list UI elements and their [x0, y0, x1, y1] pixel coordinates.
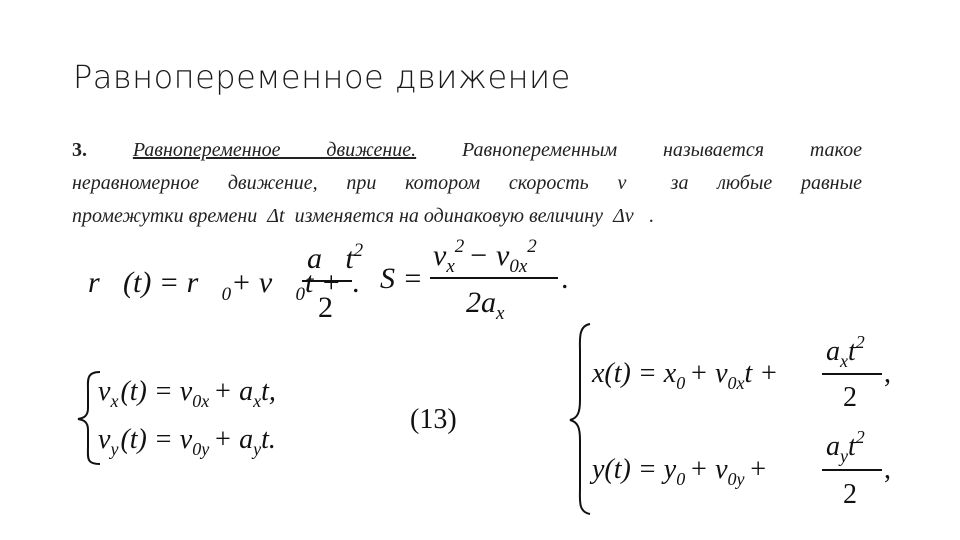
- svg-text:vy(t) = v0y+ ayt.: $v_y(t) = v_{0y} + a_yt$.: [98, 424, 276, 459]
- svg-text:2: 2: [318, 291, 333, 324]
- svg-text:S =: S =: [380, 262, 423, 295]
- svg-text:vx2− v0x2: $v_x^2 - v_{0x}^2$: [433, 236, 537, 277]
- svg-text:2: 2: [843, 382, 857, 413]
- section-heading: Равнопеременное движение.: [132, 139, 417, 161]
- definition-line-3: промежутки времени Δt изменяется на одинаковую величину Δv⃗.: [72, 205, 655, 227]
- svg-text:y(t) = y0+ v0y+: $y(t) = y_0 + v_{0y}$ +: [592, 454, 768, 489]
- svg-text:.: .: [561, 262, 569, 295]
- svg-text:vx(t) = v0x+ axt,: $v_x(t) = v_{0x} + a_xt$,: [98, 376, 276, 411]
- svg-text:a⃗t2: $a⃗t^2$: [307, 240, 364, 275]
- delta-v-symbol: Δv⃗: [613, 205, 650, 227]
- velocity-vector-symbol: v⃗: [617, 172, 642, 194]
- svg-text:.: .: [352, 266, 360, 299]
- svg-text:x(t) = x0+ v0xt +: $x(t) = x_0 + v_{0x}t$ +: [592, 358, 779, 393]
- svg-text:,: ,: [884, 454, 891, 485]
- definition-line-1-rest: Равнопеременным называется такое: [462, 139, 863, 161]
- equation-number: (13): [410, 404, 457, 435]
- position-vector-formula: [88, 240, 364, 324]
- coordinate-system: [570, 324, 891, 514]
- svg-text:2ax: $2a_x$: [466, 286, 505, 324]
- slide-title: Равнопеременное движение: [73, 58, 571, 96]
- svg-text:axt2: $a_xt^2$: [826, 332, 865, 371]
- svg-text:2: 2: [843, 479, 857, 510]
- velocity-system: [78, 372, 276, 464]
- section-number: 3.: [72, 139, 87, 161]
- svg-text:,: ,: [884, 358, 891, 389]
- distance-formula: [380, 236, 569, 324]
- svg-text:ayt2: $a_yt^2$: [826, 427, 865, 466]
- definition-line-2: неравномерное движение, при котором скорость v⃗ за любые равные: [72, 172, 863, 194]
- delta-t-symbol: Δt: [267, 205, 285, 227]
- svg-text:r⃗(t) = r⃗0+ v⃗0t +: r⃗(t) = $r⃗_0+$ $v⃗_0t$ +: [88, 266, 342, 305]
